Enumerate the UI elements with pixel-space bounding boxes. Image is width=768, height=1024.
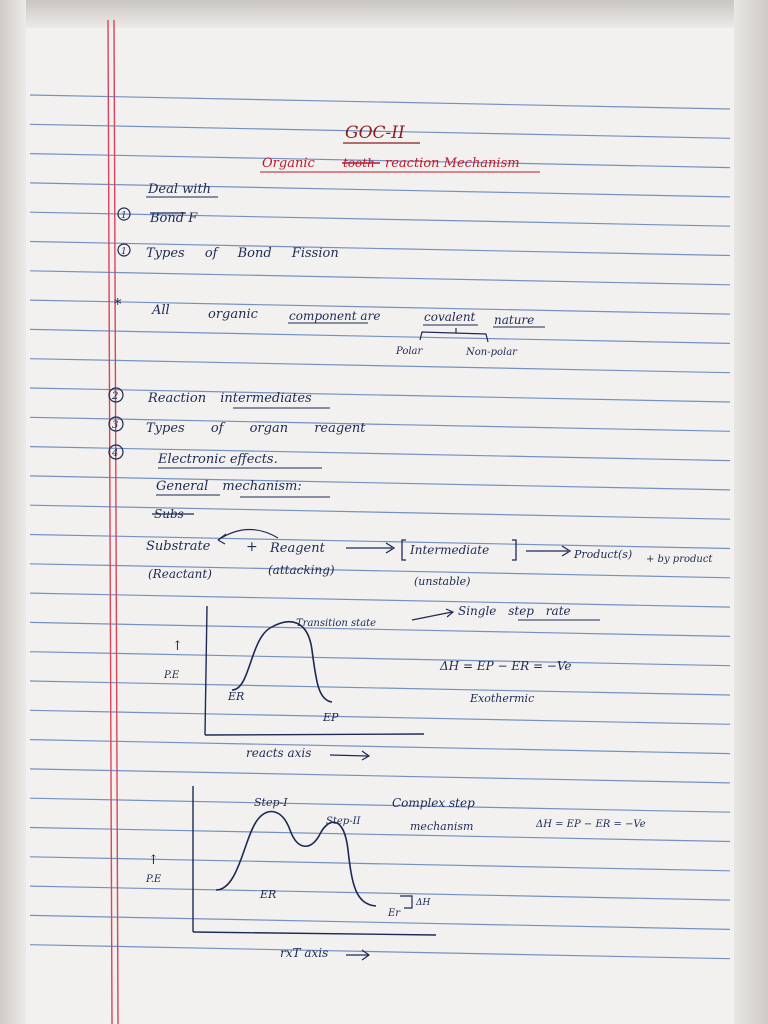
covalent-bracket	[420, 328, 488, 342]
g2-dh-bracket	[400, 896, 412, 908]
g2-mechanism: mechanism	[410, 820, 474, 833]
ruled-line	[30, 652, 730, 666]
g2-y-label: P.E	[146, 874, 162, 885]
subtitle-organic: Organic	[262, 156, 315, 171]
g1-delta-h: ΔH = EP − ER = −Ve	[440, 659, 572, 673]
bullet-3-num: 3	[112, 420, 119, 431]
g2-step2: Step-II	[326, 816, 361, 827]
ruled-line	[30, 564, 730, 578]
point-types-bond-fission: Types of Bond Fission	[146, 246, 339, 261]
g2-up-arrow: ↑	[148, 853, 159, 868]
ruled-line	[30, 271, 730, 285]
ruled-line	[30, 359, 730, 373]
ruled-line	[30, 242, 730, 256]
g1-ep: EP	[323, 711, 339, 724]
point-types-reagent: Types of organ reagent	[146, 421, 366, 436]
bullet-1-num: 1	[121, 211, 127, 221]
eq-reagent: Reagent	[270, 541, 325, 556]
eq-plus: +	[246, 539, 258, 555]
g1-x-label: reacts axis	[246, 746, 312, 760]
margin-line-2	[114, 20, 118, 1024]
ruled-line	[30, 622, 730, 636]
eq-reactant: (Reactant)	[148, 567, 212, 581]
ruled-line	[30, 476, 730, 490]
g1-ts-arrow	[412, 612, 452, 620]
g2-ep: Er	[388, 908, 401, 919]
ruled-line	[30, 388, 730, 402]
g2-step1: Step-I	[254, 796, 288, 809]
g1-transition-state: Transition state	[296, 618, 377, 629]
g1-up-arrow: ↑	[172, 639, 183, 654]
ruled-line	[30, 769, 730, 783]
ruled-line	[30, 95, 730, 109]
eq-intermediate: Intermediate	[410, 543, 490, 557]
star-component: component are	[289, 309, 381, 323]
g1-x-arrow	[330, 755, 368, 756]
struck-word: tooth	[343, 156, 375, 170]
ruled-line	[30, 886, 730, 900]
bullet-4-num: 4	[112, 448, 119, 459]
ruled-line	[30, 857, 730, 871]
eq-products: Product(s)	[574, 548, 633, 561]
ruled-line	[30, 417, 730, 431]
eq-attacking: (attacking)	[268, 563, 335, 577]
g1-energy-curve	[232, 622, 332, 702]
g1-exothermic: Exothermic	[470, 692, 535, 705]
subtitle-rest: reaction Mechanism	[385, 156, 520, 171]
point-electronic-effects: Electronic effects.	[158, 452, 278, 467]
ruled-line	[30, 535, 730, 549]
general-mechanism: General mechanism:	[156, 479, 302, 494]
ruled-line	[30, 154, 730, 168]
graph-complex-step	[145, 786, 646, 960]
star-covalent: covalent	[424, 310, 476, 324]
page-title: GOC-II	[345, 123, 405, 143]
g1-er: ER	[228, 690, 245, 703]
eq-substrate: Substrate	[146, 539, 211, 554]
eq-unstable: (unstable)	[414, 575, 471, 588]
g1-x-axis	[205, 734, 424, 735]
non-polar-label: Non-polar	[466, 347, 517, 358]
ruled-line	[30, 505, 730, 519]
ruled-line	[30, 710, 730, 724]
margin-line-1	[108, 20, 112, 1024]
g2-er: ER	[260, 888, 277, 901]
ruled-line	[30, 740, 730, 754]
star-nature: nature	[494, 313, 535, 327]
star-mark: *	[114, 295, 122, 313]
ruled-line	[30, 447, 730, 461]
star-organic: organic	[208, 307, 258, 322]
ruled-line	[30, 212, 730, 226]
g1-y-label: P.E	[164, 670, 180, 681]
ruled-line	[30, 329, 730, 343]
attack-arrow-head	[218, 534, 226, 544]
ruled-line	[30, 183, 730, 197]
ruled-line	[30, 915, 730, 929]
point-reaction-intermediates: Reaction intermediates	[148, 391, 312, 406]
g2-x-axis	[193, 932, 436, 935]
g2-x-label: rxT axis	[280, 946, 329, 960]
g2-delta-h: ΔH = EP − ER = −Ve	[536, 819, 646, 830]
bullet-1b-num: 1	[121, 247, 127, 257]
star-all: All	[152, 303, 170, 318]
ruled-line	[30, 681, 730, 695]
graph-single-step	[163, 604, 600, 760]
g1-single-step: Single step rate	[458, 604, 571, 618]
deal-with: Deal with	[148, 182, 212, 197]
bullet-2-num: 2	[112, 391, 119, 402]
g2-complex-step: Complex step	[392, 796, 475, 810]
struck-subs: Subs	[154, 507, 184, 521]
point-bond-f: Bond F	[150, 211, 198, 226]
ruled-line	[30, 798, 730, 812]
g2-dh: ΔH	[416, 898, 431, 908]
ruled-line	[30, 593, 730, 607]
eq-by-product: + by product	[646, 554, 713, 565]
polar-label: Polar	[396, 346, 423, 357]
ruled-line	[30, 945, 730, 959]
